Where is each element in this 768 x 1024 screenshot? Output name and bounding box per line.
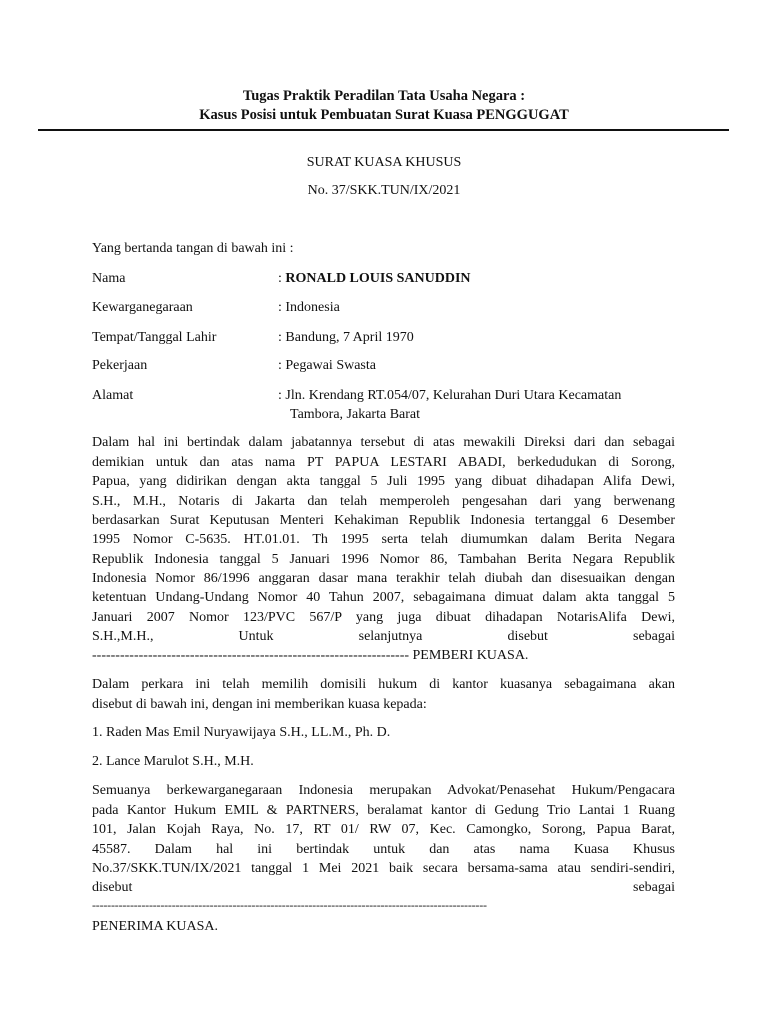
field-label-citizenship: Kewarganegaraan (92, 300, 193, 315)
birth-value: Bandung, 7 April 1970 (285, 330, 414, 345)
field-label-address: Alamat (92, 388, 134, 403)
para1-line: Republik Indonesia tanggal 5 Januari 1996 Nomor 86, Tambahan Berita Negara Republik (92, 552, 675, 567)
client-name: RONALD LOUIS SANUDDIN (285, 271, 471, 286)
header-line-1: Tugas Praktik Peradilan Tata Usaha Negara : (242, 88, 526, 104)
para3-line: pada Kantor Hukum EMIL & PARTNERS, beralamat kantor di Gedung Trio Lantai 1 Ruang (92, 803, 675, 818)
document-title: SURAT KUASA KHUSUS (306, 155, 462, 170)
dash-line: -------------------------------------------------------------------------------------------------------- (92, 898, 487, 912)
header-line-2: Kasus Posisi untuk Pembuatan Surat Kuasa PENGGUGAT (199, 107, 569, 123)
para1-line: demikian untuk dan atas nama PT PAPUA LESTARI ABADI, berkedudukan di Sorong, (92, 455, 675, 470)
field-value-occupation: : Pegawai Swasta (278, 358, 376, 373)
grantor-line: -------------------------------------------------------------------- PEMBERI KUASA. (92, 648, 529, 663)
field-value-citizenship: : Indonesia (278, 300, 340, 315)
para1-line: Indonesia Nomor 86/1996 anggaran dasar mana terakhir telah diubah dan disesuaikan dengan (92, 571, 675, 586)
para3-line: 101, Jalan Kojah Raya, No. 17, RT 01/ RW 07, Kec. Camongko, Sorong, Papua Barat, (92, 822, 675, 837)
document-number: No. 37/SKK.TUN/IX/2021 (307, 183, 461, 198)
field-value-birth: : Bandung, 7 April 1970 (278, 330, 414, 345)
attorney-item: 2. Lance Marulot S.H., M.H. (92, 754, 254, 769)
para3-line: Semuanya berkewarganegaraan Indonesia merupakan Advokat/Penasehat Hukum/Pengacara (92, 783, 675, 798)
para1-line: 1995 Nomor C-5635. HT.01.01. Th 1995 serta telah diumumkan dalam Berita Negara (92, 532, 675, 547)
field-label-name: Nama (92, 271, 126, 286)
para2-last-line: disebut di bawah ini, dengan ini memberikan kuasa kepada: (92, 697, 427, 712)
para2-line: Dalam perkara ini telah memilih domisili hukum di kantor kuasanya sebagaimana akan (92, 677, 675, 692)
para1-line: Dalam hal ini bertindak dalam jabatannya tersebut di atas mewakili Direksi dari dan sebagai (92, 435, 675, 450)
para3-line: 45587. Dalam hal ini bertindak untuk dan atas nama Kuasa Khusus (92, 842, 675, 857)
para3-line: No.37/SKK.TUN/IX/2021 tanggal 1 Mei 2021 baik secara bersama-sama atau sendiri-sendiri, (92, 861, 675, 876)
citizenship-value: Indonesia (285, 300, 340, 315)
para1-line: Januari 2007 Nomor 123/PVC 567/P yang juga dibuat dihadapan NotarisAlifa Dewi, (92, 610, 675, 625)
attorney-item: 1. Raden Mas Emil Nuryawijaya S.H., LL.M., Ph. D. (92, 725, 391, 740)
para1-line: Papua, yang didirikan dengan akta tanggal 5 Juli 1995 yang dibuat dihadapan Alifa Dewi, (92, 474, 675, 489)
grantee-line: PENERIMA KUASA. (92, 919, 219, 934)
para1-line: S.H.,M.H., Untuk selanjutnya disebut sebagai (92, 629, 675, 644)
field-label-birth: Tempat/Tanggal Lahir (92, 330, 217, 345)
address-value-line-2: Tambora, Jakarta Barat (290, 407, 421, 422)
occupation-value: Pegawai Swasta (285, 358, 376, 373)
field-label-occupation: Pekerjaan (92, 358, 148, 373)
address-value-line-1: Jln. Krendang RT.054/07, Kelurahan Duri Utara Kecamatan (285, 388, 622, 403)
header-rule (38, 129, 729, 131)
intro-text: Yang bertanda tangan di bawah ini : (92, 241, 294, 256)
field-value-name: : RONALD LOUIS SANUDDIN (278, 271, 471, 286)
para3-line: disebut sebagai (92, 880, 675, 895)
field-value-address: : Jln. Krendang RT.054/07, Kelurahan Duri Utara Kecamatan (278, 388, 622, 403)
para1-line: berdasarkan Surat Keputusan Menteri Kehakiman Republik Indonesia tertanggal 6 Desember (92, 513, 675, 528)
para1-line: ketentuan Undang-Undang Nomor 40 Tahun 2007, sebagaimana dimuat dalam akta tanggal 5 (92, 590, 675, 605)
para1-line: S.H., M.H., Notaris di Jakarta dan telah memperoleh pengesahan dari yang berwenang (92, 494, 675, 509)
